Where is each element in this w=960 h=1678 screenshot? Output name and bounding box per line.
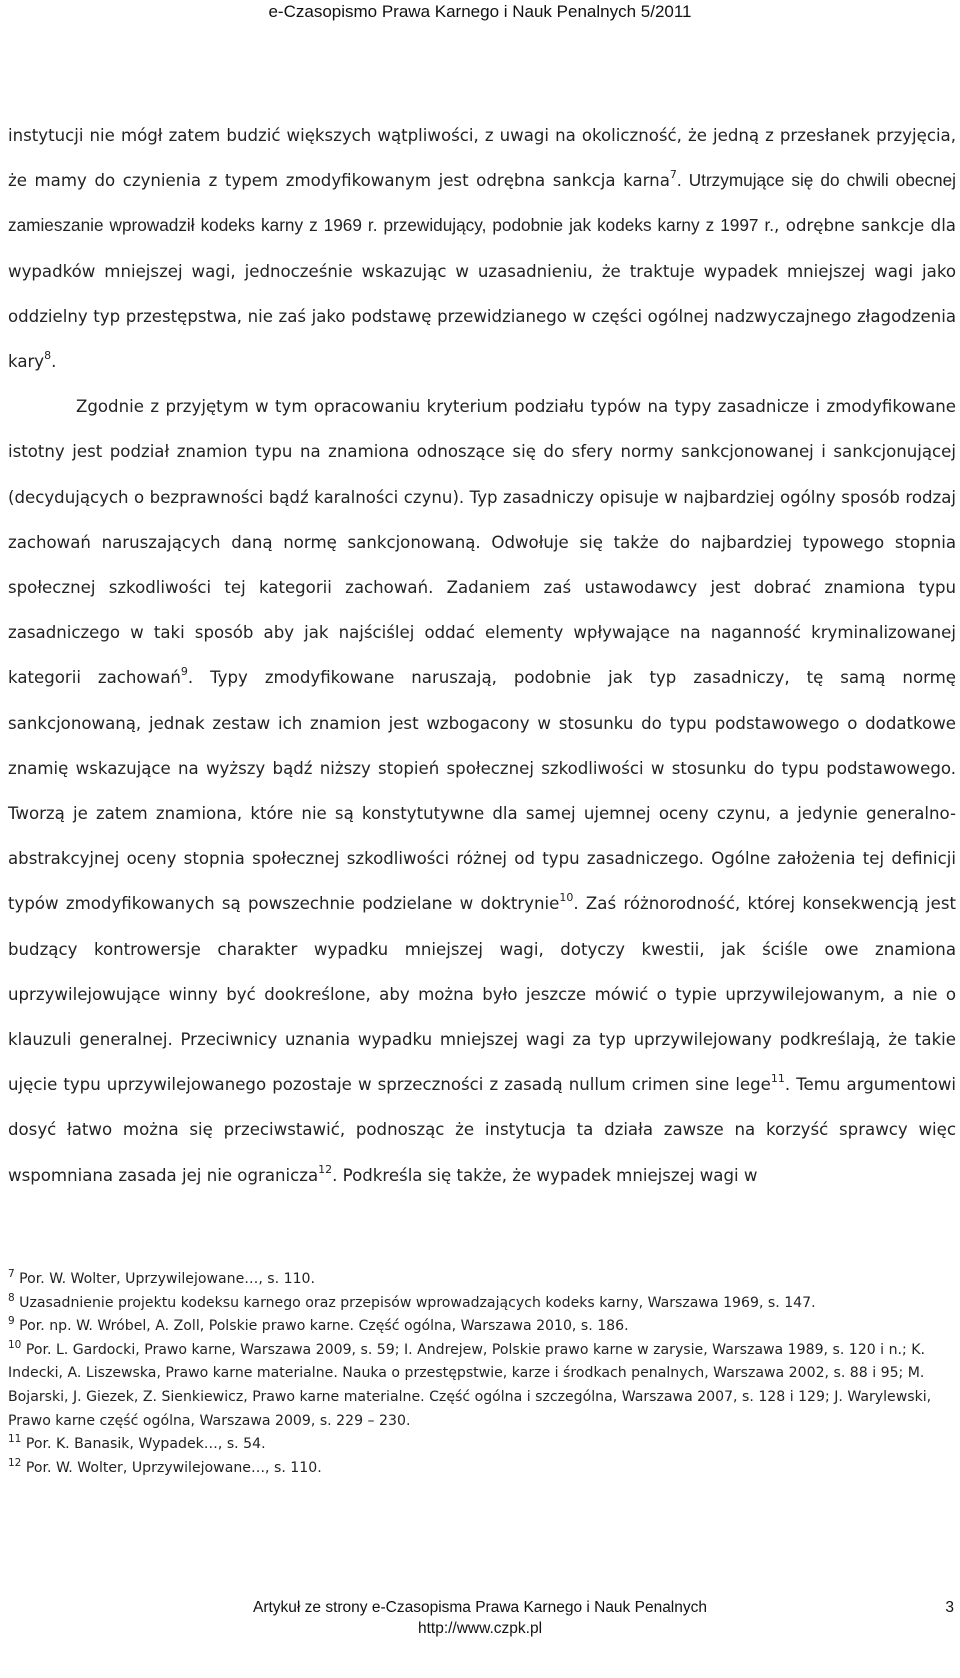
paragraph-2-text-a: Zgodnie z przyjętym w tym opracowaniu kryterium podziału typów na typy zasadnicze i zmodyfikowane istotny jest podział znamion typu na znamiona odnoszące się do sfery normy sankcjonowanej i sankcjonującej (decydujących o bezprawności bądź karalności czynu). Typ zasadniczy opisuje w najbardziej ogólny sposób rodzaj zachowań naruszających daną normę sankcjonowaną. Odwołuje się także do najbardziej typowego stopnia społecznej szkodliwości tej kategorii zachowań. Zadaniem zaś ustawodawcy jest dobrać znamiona typu zasadniczego w taki sposób aby jak najściślej oddać elementy wpływające na naganność kryminalizowanej kategorii zachowań	[8, 397, 956, 688]
footnote-text: Por. L. Gardocki, Prawo karne, Warszawa 2009, s. 59; I. Andrejew, Polskie prawo karne w zarysie, Warszawa 1989, s. 120 i n.; K. Indecki, A. Liszewska, Prawo karne materialne. Nauka o przestępstwie, karze i środkach penalnych, Warszawa 2002, s. 88 i 95; M. Bojarski, J. Giezek, Z. Sienkiewicz, Prawo karne materialne. Część ogólna i szczególna, Warszawa 2007, s. 128 i 129; J. Warylewski, Prawo karne część ogólna, Warszawa 2009, s. 229 – 230.	[8, 1341, 932, 1429]
footnote-10	[8, 1339, 956, 1433]
running-header: e-Czasopismo Prawa Karnego i Nauk Penalnych 5/2011	[268, 2, 692, 21]
article-body	[8, 113, 956, 1198]
footnote-7	[8, 1268, 956, 1292]
page-number: 3	[945, 1599, 954, 1616]
paragraph-1-text-b: . Utrzymujące się do chwili obecnej zamieszanie wprowadził kodeks karny z 1969 r. przewidujący, podobnie jak kodeks karny z 1997 r.	[8, 170, 956, 236]
footnote-text: Por. np. W. Wróbel, A. Zoll, Polskie prawo karne. Część ogólna, Warszawa 2010, s. 186.	[19, 1318, 629, 1335]
footnote-12	[8, 1457, 956, 1481]
footnote-number: 11	[8, 1433, 22, 1446]
paragraph-2-text-b: . Typy zmodyfikowane naruszają, podobnie jak typ zasadniczy, tę samą normę sankcjonowaną, jednak zestaw ich znamion jest wzbogacony w stosunku do typu podstawowego o dodatkowe znamię wskazujące na wyższy bądź niższy stopień społecznej szkodliwości w stosunku do typu podstawowego. Tworzą je zatem znamiona, które nie są konstytutywne dla samej ujemnej oceny czynu, a jedynie generalno-abstrakcyjnej oceny stopnia społecznej szkodliwości różnej od typu zasadniczego. Ogólne założenia tej definicji typów zmodyfikowanych są powszechnie podzielane w doktrynie	[8, 668, 956, 914]
paragraph-1-text-d: .	[51, 352, 57, 372]
paragraph-2-text-e: . Podkreśla się także, że wypadek mniejszej wagi w	[332, 1165, 758, 1185]
footnote-text: Por. K. Banasik, Wypadek…, s. 54.	[25, 1436, 266, 1453]
footer-source-line: Artykuł ze strony e-Czasopisma Prawa Karnego i Nauk Penalnych	[252, 1599, 707, 1616]
paragraph-2-text-d: . Temu argumentowi dosyć łatwo można się przeciwstawić, podnosząc że instytucja ta działa zawsze na korzyść sprawcy więc wspomniana zasada jej nie ogranicza	[8, 1075, 956, 1185]
footnote-text: Por. W. Wolter, Uprzywilejowane…, s. 110.	[19, 1271, 315, 1287]
footer-url[interactable]: http://www.czpk.pl	[417, 1620, 543, 1637]
footnote-ref-11[interactable]: 11	[770, 1072, 785, 1086]
paragraph-2	[8, 384, 956, 1198]
footnote-ref-10[interactable]: 10	[559, 891, 574, 905]
paragraph-1	[8, 113, 956, 384]
footnote-9	[8, 1315, 956, 1339]
footnote-number: 8	[8, 1291, 15, 1304]
footnote-ref-9[interactable]: 9	[180, 665, 188, 679]
footnote-number: 12	[8, 1456, 22, 1469]
paragraph-2-text-c: . Zaś różnorodność, której konsekwencją jest budzący kontrowersje charakter wypadku mniejszej wagi, dotyczy kwestii, jak ściśle owe znamiona uprzywilejowujące winny być dookreślone, aby można było jeszcze mówić o typie uprzywilejowanym, a nie o klauzuli generalnej. Przeciwnicy uznania wypadku mniejszej wagi za typ uprzywilejowany podkreślają, że takie ujęcie typu uprzywilejowanego pozostaje w sprzeczności z zasadą nullum crimen sine lege	[8, 894, 956, 1095]
footnote-number: 9	[8, 1315, 15, 1328]
paragraph-1-text-c: , odrębne sankcje dla wypadków mniejszej wagi, jednocześnie wskazując w uzasadnieniu, że traktuje wypadek mniejszej wagi jako oddzielny typ przestępstwa, nie zaś jako podstawę przewidzianego w części ogólnej nadzwyczajnego złagodzenia kary	[8, 216, 956, 372]
footnote-ref-7[interactable]: 7	[669, 168, 677, 182]
footnote-11	[8, 1433, 956, 1457]
footnotes-section	[8, 1268, 956, 1480]
footnote-number: 10	[8, 1338, 22, 1351]
footnote-8	[8, 1292, 956, 1316]
footnote-text: Uzasadnienie projektu kodeksu karnego oraz przepisów wprowadzających kodeks karny, Warszawa 1969, s. 147.	[19, 1294, 816, 1311]
footnote-ref-12[interactable]: 12	[318, 1162, 333, 1176]
footnote-number: 7	[8, 1268, 15, 1280]
footnote-ref-8[interactable]: 8	[44, 349, 52, 363]
footnote-text: Por. W. Wolter, Uprzywilejowane…, s. 110.	[25, 1459, 322, 1476]
paragraph-1-text-a: instytucji nie mógł zatem budzić większych wątpliwości, z uwagi na okoliczność, że jedną z przesłanek przyjęcia, że mamy do czynienia z typem zmodyfikowanym jest odrębna sankcja karna	[8, 126, 956, 191]
